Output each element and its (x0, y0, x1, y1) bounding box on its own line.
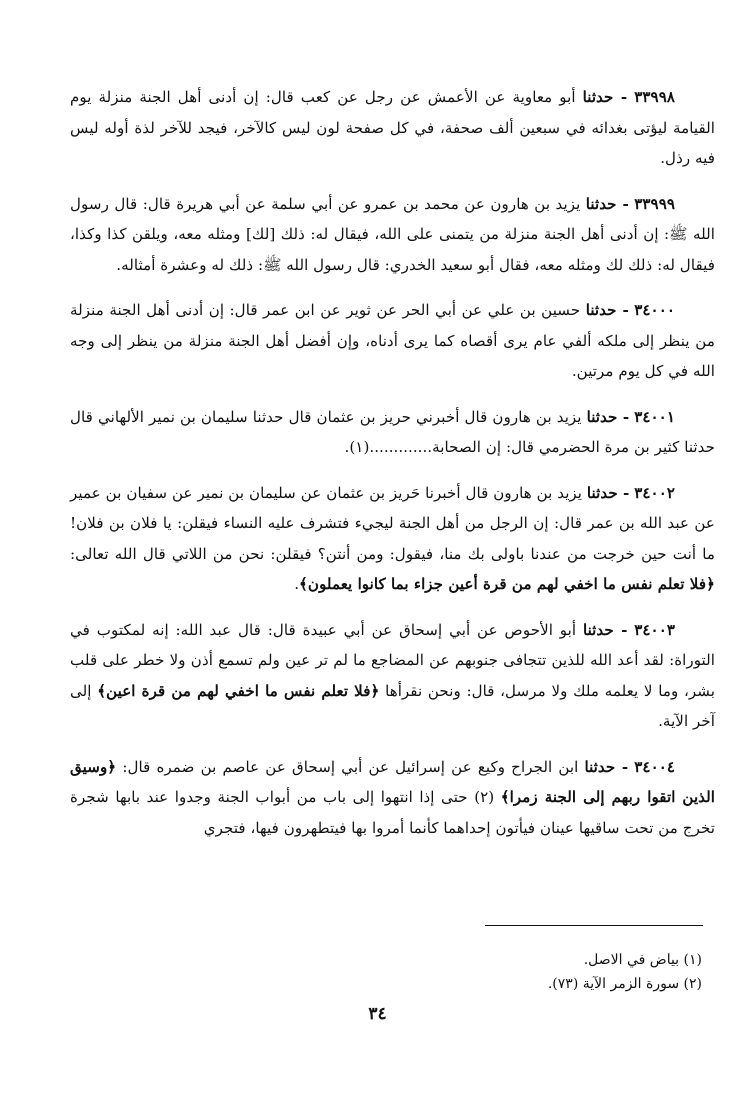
hadith-text-end: (٢) حتى إذا انتهوا إلى باب من أبواب الجنة وجدوا عند بابها شجرة تخرج من تحت ساقيها عينان فيأتون إحداهما كأنما أمروا بها فيتطهرون فيها، فتجري (70, 788, 715, 837)
narration-marker: - حدثنا (582, 620, 628, 639)
hadith-number: ٣٤٠٠٤ (634, 757, 676, 776)
hadith-text: يزيد بن هارون قال أخبرني حريز بن عثمان قال حدثنا سليمان بن نمير الألهاني قال حدثنا كثير بن مرة الحضرمي قال: إن الصحابة.............(١). (70, 407, 715, 456)
hadith-entry (70, 295, 715, 387)
hadith-text: أبو الأحوص عن أبي إسحاق عن أبي عبيدة قال: قال عبد الله: إنه لمكتوب في التوراة: لقد أعد الله للذين تتجافى جنوبهم عن المضاجع ما لم تر عين ولم تسمع أذن ولا خطر على قلب بشر، وما لا يعلمه ملك ولا مرسل، قال: ونحن نقرأها (70, 620, 716, 700)
narration-marker: - حدثنا (586, 407, 630, 426)
hadith-entry (70, 402, 715, 463)
footnote: (١) بياض في الاصل. (583, 952, 702, 968)
hadith-number: ٣٤٠٠٣ (634, 620, 676, 639)
hadith-text: أبو معاوية عن الأعمش عن رجل عن كعب قال: إن أدنى أهل الجنة منزلة يوم القيامة ليؤتى بغدائه في سبعين ألف صحفة، في كل صفحة لون ليس كالآخر، فيجد للآخر لذة أوله ليس فيه رذل. (70, 88, 715, 167)
quran-verse: ﴿فلا تعلم نفس ما اخفي لهم من قرة اعين﴾ (97, 681, 380, 700)
hadith-number: ٣٣٩٩٨ (634, 88, 676, 106)
quran-verse: ﴿فلا تعلم نفس ما اخفي لهم من قرة أعين جزاء بما كانوا يعملون﴾ (299, 575, 715, 593)
narration-marker: - حدثنا (585, 194, 629, 213)
hadith-text: يزيد بن هارون عن محمد بن عمرو عن أبي سلمة عن أبي هريرة قال: قال رسول الله ﷺ: إن أدنى أهل الجنة منزلة من يتمنى على الله، فيقال له: ذلك [لك] ومثله معه، ويلقن كذا وكذا، فيقال له: ذلك لك ومثله معه، فقال أبو سعيد الخدري: قال رسول الله ﷺ: ذلك له وعشرة أمثاله. (70, 194, 715, 274)
narration-marker: - حدثنا (582, 88, 628, 106)
hadith-text: يزيد بن هارون قال أخبرنا حَريز بن عثمان عن سليمان بن نمير عن سفيان بن عمير عن عبد الله بن عمر قال: إن الرجل من أهل الجنة ليجيء فتشرف عليه النساء فيقلن: يا فلان بن فلان! ما أنت حين خرجت من عندنا باولى بك منا، فيقول: ومن أنتن؟ فيقلن: نحن من اللاتي قال الله تعالى: (70, 483, 715, 563)
hadith-entry (70, 189, 715, 281)
hadith-text: ابن الجراح وكيع عن إسرائيل عن أبي إسحاق عن عاصم بن ضمره قال: (122, 757, 579, 776)
hadith-text-end: . (294, 575, 300, 593)
hadith-number: ٣٣٩٩٩ (634, 194, 676, 213)
narration-marker: - حدثنا (585, 301, 629, 319)
hadith-entry (70, 752, 715, 844)
quran-verse: ﴿وسيق الذين اتقوا ربهم إلى الجنة زمرا﴾ (70, 757, 716, 806)
body-text (70, 82, 715, 858)
hadith-text: حسين بن علي عن أبي الحر عن ثوير عن ابن عمر قال: إن أدنى أهل الجنة منزلة من ينظر إلى ملكه ألفي عام يرى أقصاه كما يرى أدناه، وإن أفضل أهل الجنة منزلة من ينظر إلى وجه الله في كل يوم مرتين. (70, 301, 715, 380)
hadith-entry (70, 615, 715, 737)
footnotes (70, 948, 702, 996)
hadith-number: ٣٤٠٠٠ (634, 301, 676, 319)
hadith-number: ٣٤٠٠١ (634, 407, 675, 426)
footnote-divider (485, 925, 703, 926)
narration-marker: - حدثنا (586, 483, 630, 502)
hadith-text-end: إلى آخر الآية. (70, 681, 715, 730)
hadith-number: ٣٤٠٠٢ (634, 483, 676, 502)
hadith-entry (70, 478, 715, 600)
footnote: (٢) سورة الزمر الآية (٧٣). (547, 976, 702, 992)
narration-marker: - حدثنا (584, 757, 629, 776)
page-number: ٣٤ (368, 1004, 387, 1024)
hadith-entry (70, 82, 715, 174)
